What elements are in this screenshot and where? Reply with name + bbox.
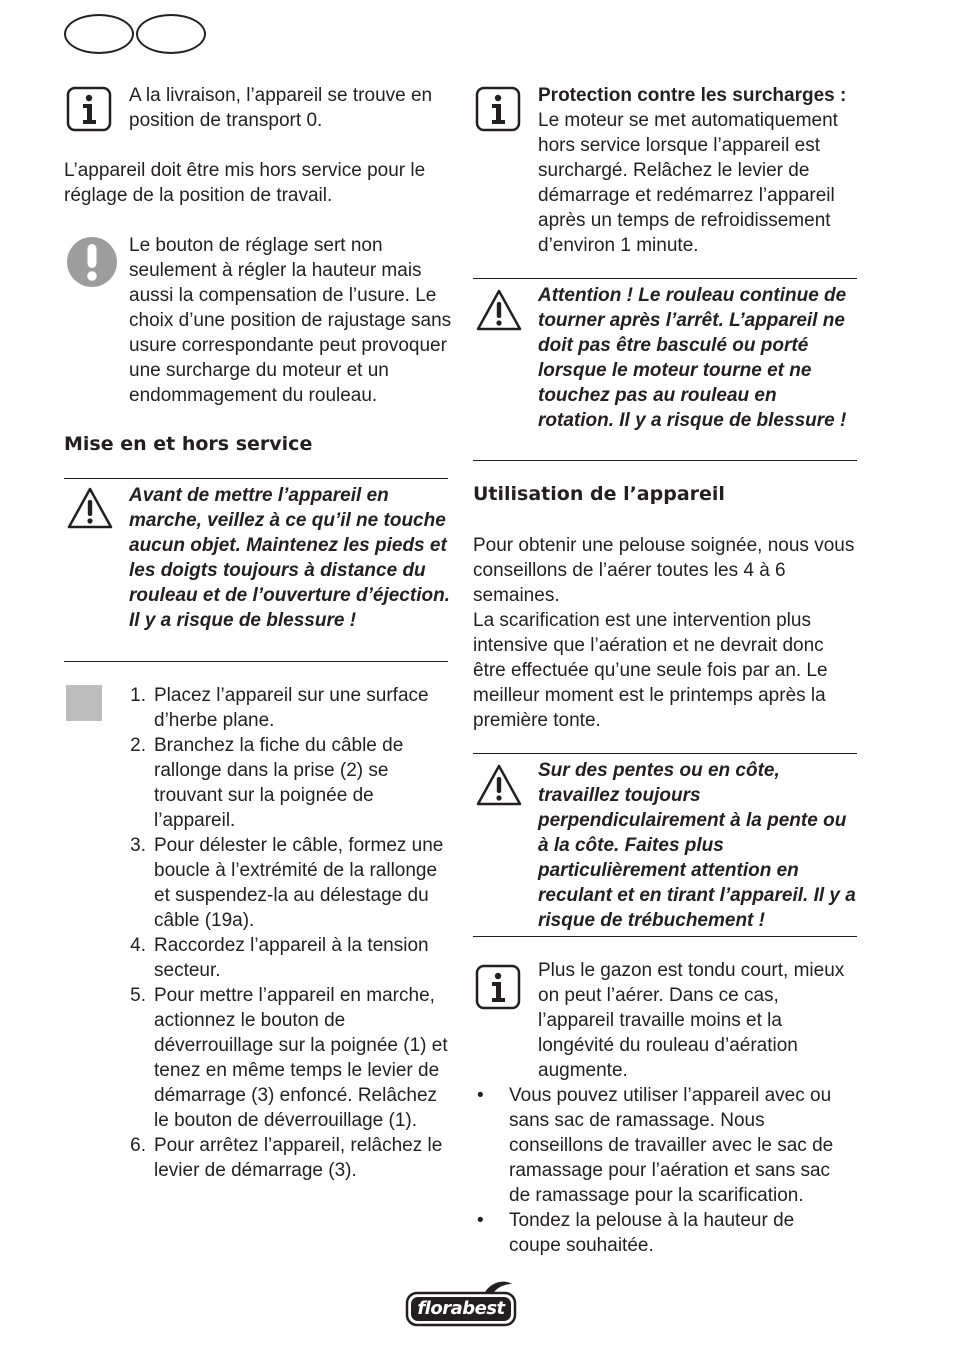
bullet-text: Tondez la pelouse à la hauteur de coupe souhaitée.: [509, 1210, 795, 1256]
warning-slopes: Sur des pentes ou en côte, travaillez toujours perpendiculairement à la pente ou à la côte. Faites plus particulièrement attention en reculant et en tirant l’appareil. Il y a risque de trébuchement !: [538, 760, 856, 931]
warning-triangle-icon: [66, 486, 114, 535]
logo-text: florabest: [417, 1298, 505, 1319]
divider: [64, 661, 448, 662]
info-icon: [475, 964, 521, 1015]
step-number: 5.: [130, 985, 146, 1006]
step-item: [116, 1133, 456, 1183]
step-number: 3.: [130, 835, 146, 856]
step-item: [116, 933, 456, 983]
florabest-logo: [404, 1280, 518, 1328]
info-icon: [475, 86, 521, 137]
paragraph-aeration: Pour obtenir une pelouse soignée, nous vous conseillons de l’aérer toutes les 4 à 6 semaines.: [473, 535, 855, 606]
overload-title: Protection contre les surcharges :: [538, 85, 847, 106]
step-item: [116, 983, 456, 1133]
paragraph-service-off: L’appareil doit être mis hors service pour le réglage de la position de travail.: [64, 160, 426, 206]
divider: [64, 478, 448, 479]
bullet-dot: •: [477, 1085, 484, 1106]
step-item: [116, 733, 456, 833]
step-text: Pour délester le câble, formez une boucle à l’extrémité de la rallonge et suspendez-la au délestage du câble (19a).: [154, 835, 444, 931]
paragraph-scarification: La scarification est une intervention plus intensive que l’aération et ne devrait donc être effectuée qu’une seule fois par an. Le meilleur moment est le printemps après la première tonte.: [473, 610, 828, 731]
bullet-item: [475, 1083, 850, 1208]
bullet-dot: •: [477, 1210, 484, 1231]
bullet-text: Vous pouvez utiliser l’appareil avec ou sans sac de ramassage. Nous conseillons de travailler avec le sac de ramassage pour l’aération et sans sac de ramassage pour la scarification.: [509, 1085, 834, 1206]
step-number: 4.: [130, 935, 146, 956]
step-text: Raccordez l’appareil à la tension secteur.: [154, 935, 429, 981]
step-number: 2.: [130, 735, 146, 756]
step-marker-square: [66, 685, 102, 721]
step-text: Branchez la fiche du câble de rallonge dans la prise (2) se trouvant sur la poignée de l’appareil.: [154, 735, 404, 831]
step-text: Pour arrêtez l’appareil, relâchez le levier de démarrage (3).: [154, 1135, 443, 1181]
divider: [473, 278, 857, 279]
warning-before-start: Avant de mettre l’appareil en marche, veillez à ce qu’il ne touche aucun objet. Maintenez les pieds et les doigts toujours à distance du rouleau et de l’ouverture d’éjection. Il y a risque de blessure !: [129, 485, 450, 631]
divider: [473, 753, 857, 754]
step-number: 6.: [130, 1135, 146, 1156]
info-overload-protection: [538, 83, 856, 258]
usage-bullet-list: [475, 1083, 850, 1258]
note-adjust-button: Le bouton de réglage sert non seulement à régler la hauteur mais aussi la compensation de l’usure. Le choix d’une position de rajustage sans usure correspondante peut provoquer une surcharge du moteur et un endommagement du rouleau.: [129, 235, 452, 406]
info-short-grass: Plus le gazon est tondu court, mieux on peut l’aérer. Dans ce cas, l’appareil travaille moins et la longévité du rouleau d’aération augmente.: [538, 960, 845, 1081]
info-icon: [66, 86, 112, 137]
warning-roller-continues: Attention ! Le rouleau continue de tourner après l’arrêt. L’appareil ne doit pas être basculé ou porté lorsque le moteur tourne et ne touchez pas au rouleau en rotation. Il y a risque de blessure !: [538, 285, 847, 431]
language-tab-2: [136, 14, 206, 54]
step-item: [116, 683, 456, 733]
section-heading-usage: Utilisation de l’appareil: [473, 483, 725, 505]
step-text: Pour mettre l’appareil en marche, actionnez le bouton de déverrouillage sur la poignée (1) et tenez en même temps le levier de démarrage (3) enfoncé. Relâchez le bouton de déverrouillage (1).: [154, 985, 448, 1131]
divider: [473, 936, 857, 937]
section-heading-on-off: Mise en et hors service: [64, 433, 313, 455]
warning-triangle-icon: [475, 288, 523, 337]
info-note-delivery: A la livraison, l’appareil se trouve en position de transport 0.: [129, 85, 433, 131]
bullet-item: [475, 1208, 850, 1258]
step-number: 1.: [130, 685, 146, 706]
step-text: Placez l’appareil sur une surface d’herbe plane.: [154, 685, 429, 731]
overload-text: Le moteur se met automatiquement hors service lorsque l’appareil est surchargé. Relâchez le levier de démarrage et redémarrez l’appareil après un temps de refroidissement d’environ 1 minute.: [538, 110, 838, 256]
warning-triangle-icon: [475, 763, 523, 812]
language-tab-1: [64, 14, 134, 54]
operation-steps-list: [116, 683, 456, 1183]
step-item: [116, 833, 456, 933]
divider: [473, 460, 857, 461]
exclamation-circle-icon: [66, 236, 118, 293]
